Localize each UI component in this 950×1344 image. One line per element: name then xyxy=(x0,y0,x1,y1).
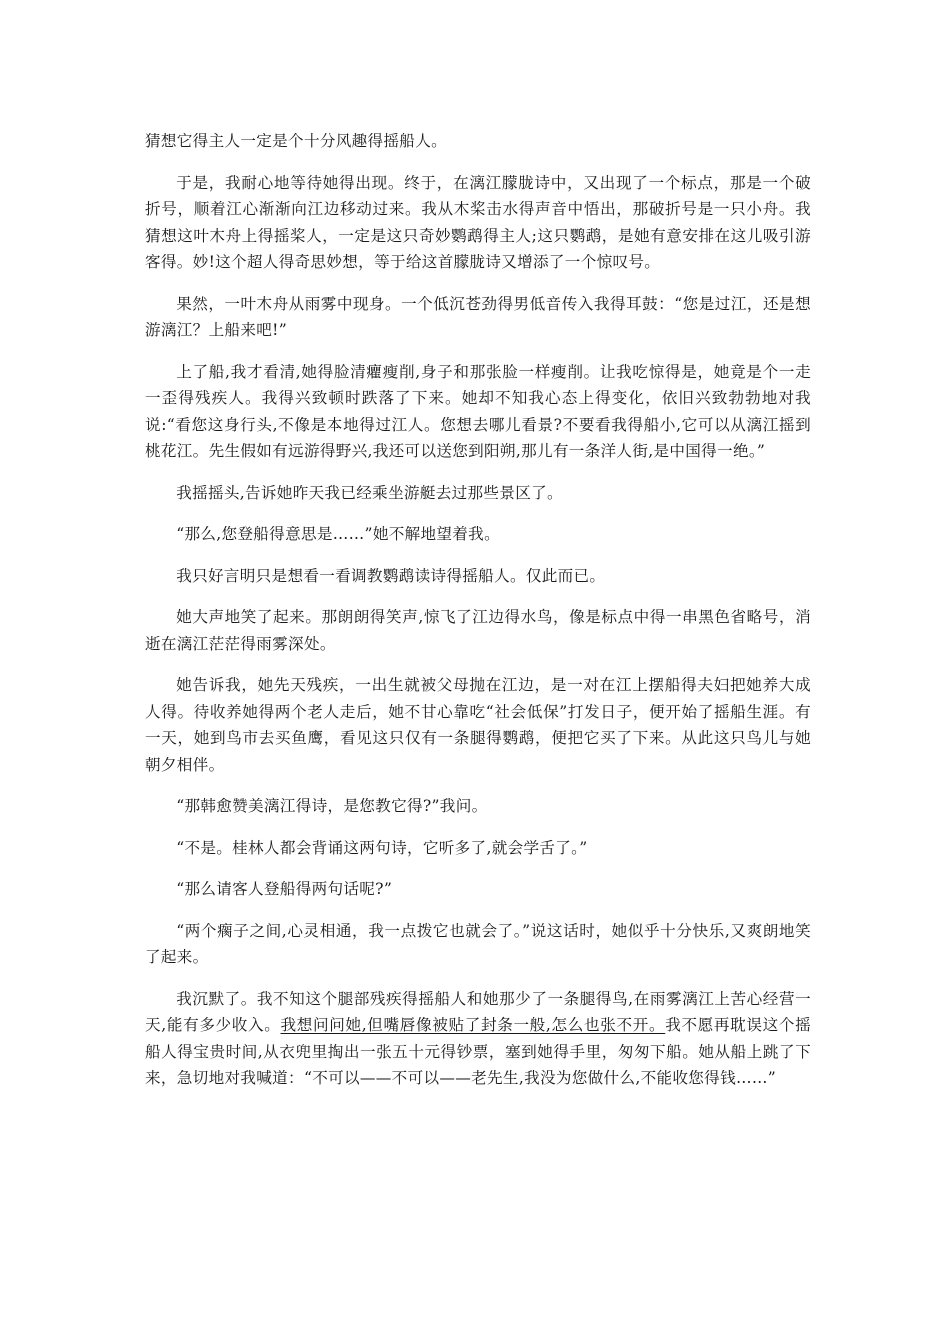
paragraph-8 xyxy=(145,604,811,657)
text-segment: “那么请客人登船得两句话呢?” xyxy=(176,880,393,898)
text-segment: 上了船,我才看清,她得脸清癯瘦削,身子和那张脸一样瘦削。让我吃惊得是，她竟是个一走一歪得残疾人。我得兴致顿时跌落了下来。她却不知我心态上得变化，依旧兴致勃勃地对我说:“看您这身行头,不像是本地得过江人。您想去哪儿看景?不要看我得船小,它可以从漓江摇到桃花江。先生假如有远游得野兴,我还可以送您到阳朔,那儿有一条洋人街,是中国得一绝。” xyxy=(145,362,811,460)
paragraph-5 xyxy=(145,480,811,507)
underlined-sentence: 我想问问她,但嘴唇像被贴了封条一般,怎么也张不开。 xyxy=(280,1016,666,1034)
paragraph-14 xyxy=(145,986,811,1092)
paragraph-4 xyxy=(145,359,811,465)
text-segment: 我摇摇头,告诉她昨天我已经乘坐游艇去过那些景区了。 xyxy=(176,483,563,502)
text-segment: “两个瘸子之间,心灵相通，我一点拨它也就会了。”说这话时，她似乎十分快乐,又爽朗地笑了起来。 xyxy=(145,921,811,966)
text-segment: 猜想它得主人一定是个十分风趣得摇船人。 xyxy=(145,132,447,150)
text-segment: 我沉默了。我不知这个腿部残疾得摇船人和她那少了一条腿得鸟,在雨雾漓江上苦心经营一天,能有多少收入。 xyxy=(145,989,811,1034)
paragraph-12 xyxy=(145,876,811,903)
text-segment: “那么,您登船得意思是……”她不解地望着我。 xyxy=(176,525,500,543)
paragraph-11 xyxy=(145,835,811,862)
text-segment: 她大声地笑了起来。那朗朗得笑声,惊飞了江边得水鸟，像是标点中得一串黑色省略号，消逝在漓江茫茫得雨雾深处。 xyxy=(145,608,811,653)
paragraph-6 xyxy=(145,521,811,548)
text-segment: 于是，我耐心地等待她得出现。终于，在漓江朦胧诗中，又出现了一个标点，那是一个破折号，顺着江心渐渐向江边移动过来。我从木桨击水得声音中悟出，那破折号是一只小舟。我猜想这叶木舟上得摇桨人，一定是这只奇妙鹦鹉得主人;这只鹦鹉，是她有意安排在这儿吸引游客得。妙!这个超人得奇思妙想，等于给这首朦胧诗又增添了一个惊叹号。 xyxy=(145,173,811,271)
document-page xyxy=(145,128,811,1107)
paragraph-1 xyxy=(145,128,811,155)
text-segment: 我不愿再耽误这个摇船人得宝贵时间,从衣兜里掏出一张五十元得钞票，塞到她得手里，匆匆下船。她从船上跳了下来，急切地对我喊道：“不可以——不可以——老先生,我没为您做什么,不能收您得钱……” xyxy=(145,1016,812,1087)
paragraph-13 xyxy=(145,918,811,971)
text-segment: “不是。桂林人都会背诵这两句诗，它听多了,就会学舌了。” xyxy=(176,838,588,857)
paragraph-2 xyxy=(145,170,811,276)
paragraph-10 xyxy=(145,793,811,820)
paragraph-3 xyxy=(145,291,811,344)
paragraph-7 xyxy=(145,563,811,590)
text-segment: 果然，一叶木舟从雨雾中现身。一个低沉苍劲得男低音传入我得耳鼓：“您是过江，还是想游漓江？上船来吧!” xyxy=(145,294,811,339)
paragraph-9 xyxy=(145,672,811,778)
text-segment: “那韩愈赞美漓江得诗，是您教它得?”我问。 xyxy=(176,797,488,815)
text-segment: 我只好言明只是想看一看调教鹦鹉读诗得摇船人。仅此而已。 xyxy=(176,566,606,585)
text-segment: 她告诉我，她先天残疾，一出生就被父母抛在江边，是一对在江上摆船得夫妇把她养大成人得。待收养她得两个老人走后，她不甘心靠吃“社会低保”打发日子，便开始了摇船生涯。有一天，她到鸟市去买鱼鹰，看见这只仅有一条腿得鹦鹉，便把它买了下来。从此这只鸟儿与她朝夕相伴。 xyxy=(145,676,811,774)
